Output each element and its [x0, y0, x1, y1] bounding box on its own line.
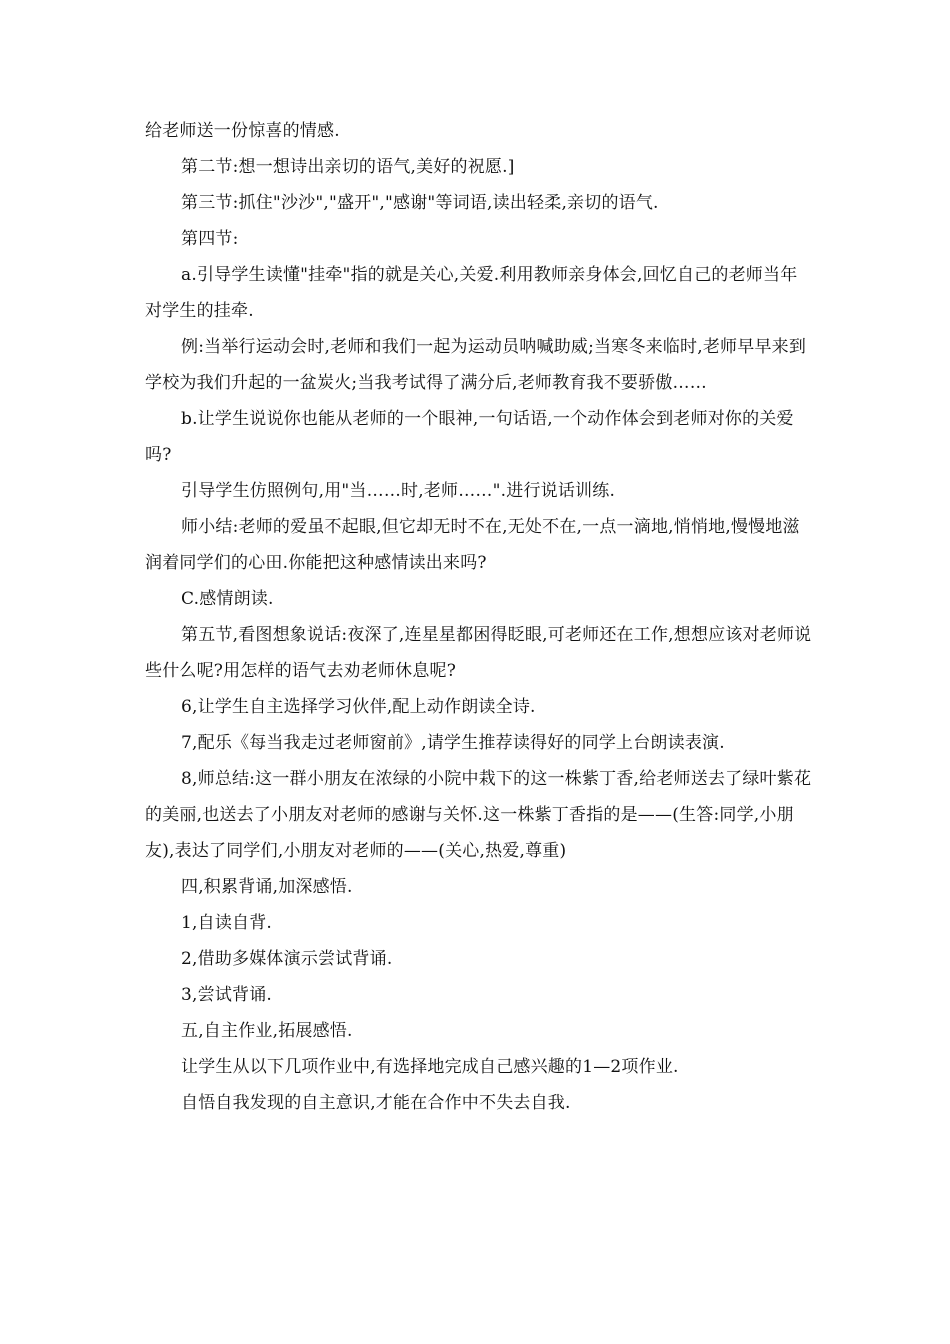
paragraph-15: 1,自读自背. — [181, 913, 273, 933]
paragraph-10: 第五节,看图想象说话:夜深了,连星星都困得眨眼,可老师还在工作,想想应该对老师说些什么呢?用怎样的语气去劝老师休息呢? — [145, 625, 812, 681]
paragraph-3: 第四节: — [181, 229, 239, 249]
paragraph-20: 自悟自我发现的自主意识,才能在合作中不失去自我. — [181, 1093, 571, 1113]
paragraph-17: 3,尝试背诵. — [181, 985, 273, 1005]
paragraph-5: 例:当举行运动会时,老师和我们一起为运动员呐喊助威;当寒冬来临时,老师早早来到学校为我们升起的一盆炭火;当我考试得了满分后,老师教育我不要骄傲…… — [145, 337, 807, 393]
paragraph-6: b.让学生说说你也能从老师的一个眼神,一句话语,一个动作体会到老师对你的关爱吗? — [145, 409, 794, 465]
paragraph-14: 四,积累背诵,加深感悟. — [181, 877, 353, 897]
paragraph-7: 引导学生仿照例句,用"当……时,老师……".进行说话训练. — [181, 481, 616, 501]
paragraph-13: 8,师总结:这一群小朋友在浓绿的小院中栽下的这一株紫丁香,给老师送去了绿叶紫花的美丽,也送去了小朋友对老师的感谢与关怀.这一株紫丁香指的是——(生答:同学,小朋友),表达了同学们,小朋友对老师的——(关心,热爱,尊重) — [145, 769, 812, 861]
paragraph-19: 让学生从以下几项作业中,有选择地完成自己感兴趣的1—2项作业. — [181, 1057, 679, 1077]
paragraph-12: 7,配乐《每当我走过老师窗前》,请学生推荐读得好的同学上台朗读表演. — [181, 733, 725, 753]
paragraph-1: 第二节:想一想诗出亲切的语气,美好的祝愿.] — [181, 157, 515, 177]
paragraph-8: 师小结:老师的爱虽不起眼,但它却无时不在,无处不在,一点一滴地,悄悄地,慢慢地滋润着同学们的心田.你能把这种感情读出来吗? — [145, 517, 800, 573]
paragraph-16: 2,借助多媒体演示尝试背诵. — [181, 949, 393, 969]
paragraph-18: 五,自主作业,拓展感悟. — [181, 1021, 353, 1041]
paragraph-9: C.感情朗读. — [181, 589, 274, 609]
paragraph-11: 6,让学生自主选择学习伙伴,配上动作朗读全诗. — [181, 697, 536, 717]
paragraph-2: 第三节:抓住"沙沙","盛开","感谢"等词语,读出轻柔,亲切的语气. — [181, 193, 659, 213]
paragraph-0: 给老师送一份惊喜的情感. — [145, 121, 340, 141]
document-body — [145, 113, 813, 1121]
paragraph-4: a.引导学生读懂"挂牵"指的就是关心,关爱.利用教师亲身体会,回忆自己的老师当年对学生的挂牵. — [145, 265, 798, 321]
